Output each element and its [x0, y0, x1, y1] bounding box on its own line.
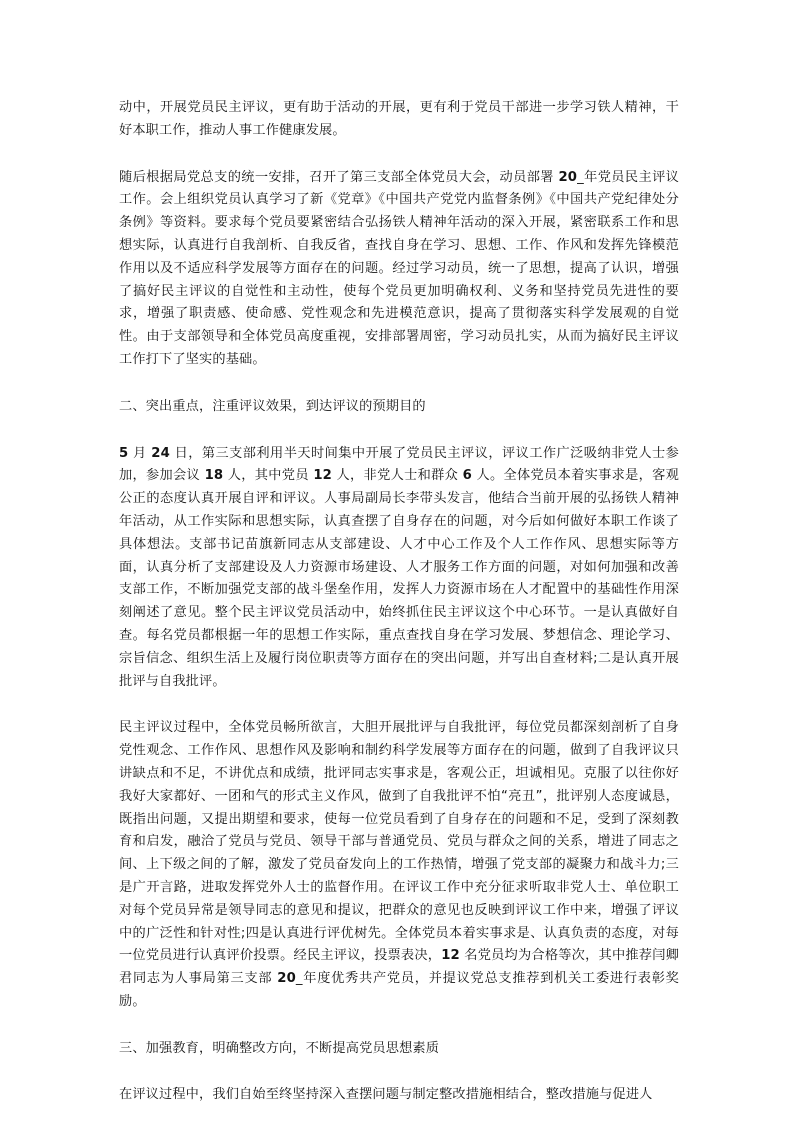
- body-paragraph: [119, 1084, 679, 1107]
- paragraph-text: 民主评议过程中，全体党员畅所欲言，大胆开展批评与自我批评，每位党员都深刻剖析了自身党性观念、工作作风、思想作风及影响和制约科学发展等方面存在的问题，做到了自我评议只讲缺点和不足，不讲优点和成绩，批评同志实事求是，客观公正，坦诚相见。克服了以往你好我好大家都好、一团和气的形式主义作风，做到了自我批评不怕“亮丑”，批评别人态度诚恳，既指出问题，又提出期望和要求，使每一位党员看到了自身存在的问题和不足，受到了深刻教育和启发，融洽了党员与党员、领导干部与普通党员、党员与群众之间的关系，增进了同志之间、上下级之间的了解，激发了党员奋发向上的工作热情，增强了党支部的凝聚力和战斗力;三是广开言路，进取发挥党外人士的监督作用。在评议工作中充分征求听取非党人士、单位职工对每个党员异常是领导同志的意见和提议，把群众的意见也反映到评议工作中来，增强了评议中的广泛性和针对性;四是认真进行评优树先。全体党员本着实事求是、认真负责的态度，对每一位党员进行认真评价投票。经民主评议，投票表决，: [119, 720, 679, 964]
- number-text: 12: [441, 948, 460, 964]
- number-text: 24: [151, 445, 170, 461]
- section-heading: [119, 1038, 679, 1061]
- number-text: 5: [119, 445, 129, 461]
- number-text: 20: [277, 971, 296, 987]
- paragraph-text: _年党员民主评议工作。会上组织党员认真学习了新《党章》《中国共产党党内监督条例》《中国共产党纪律处分条例》等资料。要求每个党员要紧密结合弘扬铁人精神年活动的深入开展，紧密联系工作和思想实际，认真进行自我剖析、自我反省，查找自身在学习、思想、工作、作风和发挥先锋模范作用以及不适应科学发展等方面存在的问题。经过学习动员，统一了思想，提高了认识，增强了搞好民主评议的自觉性和主动性，使每个党员更加明确权利、义务和坚持党员先进性的要求，增强了职责感、使命感、党性观念和先进模范意识，提高了贯彻落实科学发展观的自觉性。由于支部领导和全体党员高度重视，安排部署周密，学习动员扎实，从而为搞好民主评议工作打下了坚实的基础。: [119, 169, 679, 367]
- paragraph-text: 日，第三支部利用半天时间集中开展了党员民主评议，评议工作广泛吸纳非党人士参加，参加会议: [119, 445, 679, 484]
- section-heading: [119, 396, 679, 419]
- number-text: 12: [313, 468, 333, 484]
- paragraph-text: 在评议过程中，我们自始至终坚持深入查摆问题与制定整改措施相结合，整改措施与促进人: [119, 1087, 653, 1103]
- body-paragraph: [119, 717, 679, 1013]
- paragraph-text: 人。全体党员本着实事求是，客观公正的态度认真开展自评和评议。人事局副局长李带头发言，他结合当前开展的弘扬铁人精神年活动，从工作实际和思想实际，认真查摆了自身存在的问题，对今后如何做好本职工作谈了具体想法。支部书记苗旗新同志从支部建设、人才中心工作及个人工作作风、思想实际等方面，认真分析了支部建设及人力资源市场建设、人才服务工作方面的问题，对如何加强和改善支部工作，不断加强党支部的战斗堡垒作用，发挥人力资源市场在人才配置中的基础性作用深刻阐述了意见。整个民主评议党员活动中，始终抓住民主评议这个中心环节。一是认真做好自查。每名党员都根据一年的思想工作实际，重点查找自身在学习发展、梦想信念、理论学习、宗旨信念、组织生活上及履行岗位职责等方面存在的突出问题，并写出自查材料;二是认真开展批评与自我批评。: [119, 468, 679, 689]
- body-paragraph: [119, 97, 679, 143]
- paragraph-text: 三、加强教育，明确整改方向，不断提高党员思想素质: [119, 1040, 440, 1056]
- document-body: [119, 97, 679, 1131]
- paragraph-text: 人，其中党员: [223, 468, 314, 484]
- body-paragraph: [119, 167, 679, 372]
- paragraph-text: 名党员均为合格等次，其中推荐闫卿君同志为人事局第三支部: [119, 948, 679, 987]
- number-text: 18: [204, 468, 224, 484]
- paragraph-text: 动中，开展党员民主评议，更有助于活动的开展，更有利于党员干部进一步学习铁人精神，干好本职工作，推动人事工作健康发展。: [119, 100, 679, 138]
- paragraph-text: 二、突出重点，注重评议效果，到达评议的预期目的: [119, 398, 426, 414]
- number-text: 6: [462, 468, 472, 484]
- number-text: 20: [558, 169, 578, 185]
- paragraph-text: _年度优秀共产党员，并提议党总支推荐到机关工委进行表彰奖励。: [119, 971, 679, 1009]
- paragraph-text: 月: [128, 445, 152, 461]
- paragraph-text: 人，非党人士和群众: [332, 468, 463, 484]
- paragraph-text: 随后根据局党总支的统一安排，召开了第三支部全体党员大会，动员部署: [119, 169, 559, 185]
- body-paragraph: [119, 443, 679, 694]
